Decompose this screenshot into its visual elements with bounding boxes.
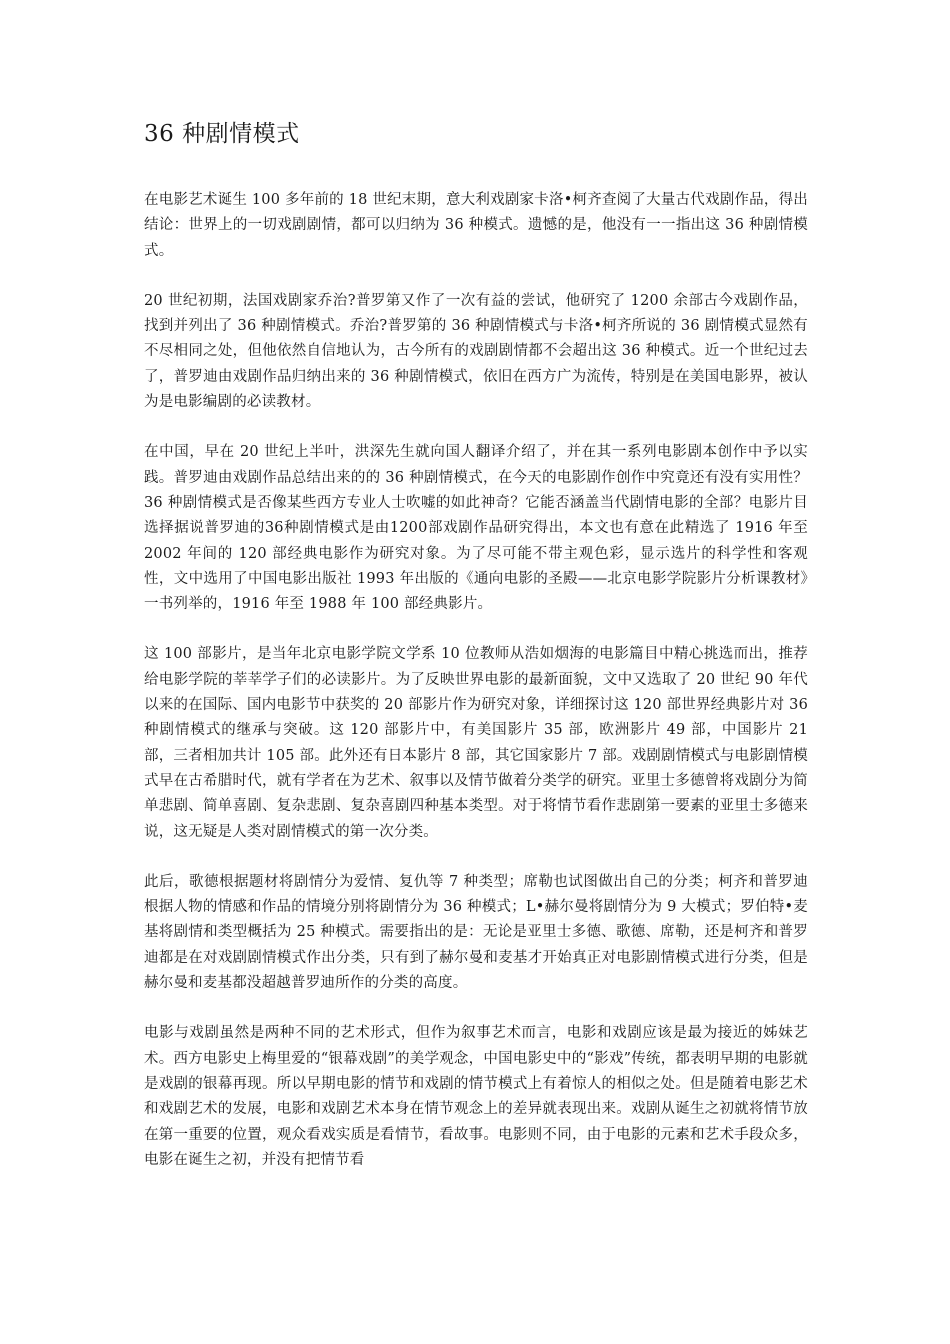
body-paragraph-4: 这 100 部影片，是当年北京电影学院文学系 10 位教师从浩如烟海的电影篇目中精心挑选而出，推荐给电影学院的莘莘学子们的必读影片。为了反映世界电影的最新面貌，文中又选取了 20 世纪 90 年代以来的在国际、国内电影节中获奖的 20 部影片作为研究对象，详细探讨这 120 部世界经典影片对 36 种剧情模式的继承与突破。这 120 部影片中，有美国影片 35 部，欧洲影片 49 部，中国影片 21 部，三者相加共计 105 部。此外还有日本影片 8 部，其它国家影片 7 部。戏剧剧情模式与电影剧情模式早在古希腊时代，就有学者在为艺术、叙事以及情节做着分类学的研究。亚里士多德曾将戏剧分为简单悲剧、简单喜剧、复杂悲剧、复杂喜剧四种基本类型。对于将情节看作悲剧第一要素的亚里士多德来说，这无疑是人类对剧情模式的第一次分类。 — [144, 646, 808, 840]
document-title: 36 种剧情模式 — [144, 121, 300, 147]
document-body — [144, 188, 808, 1198]
body-paragraph-1: 在电影艺术诞生 100 多年前的 18 世纪末期，意大利戏剧家卡洛•柯齐查阅了大量古代戏剧作品，得出结论：世界上的一切戏剧剧情，都可以归纳为 36 种模式。遗憾的是，他没有一一指出这 36 种剧情模式。 — [144, 192, 808, 259]
body-paragraph-5: 此后，歌德根据题材将剧情分为爱情、复仇等 7 种类型；席勒也试图做出自己的分类；柯齐和普罗迪根据人物的情感和作品的情境分别将剧情分为 36 种模式；L•赫尔曼将剧情分为 9 大模式；罗伯特•麦基将剧情和类型概括为 25 种模式。需要指出的是：无论是亚里士多德、歌德、席勒，还是柯齐和普罗迪都是在对戏剧剧情模式作出分类，只有到了赫尔曼和麦基才开始真正对电影剧情模式进行分类，但是赫尔曼和麦基都没超越普罗迪所作的分类的高度。 — [144, 873, 808, 992]
body-paragraph-6: 电影与戏剧虽然是两种不同的艺术形式，但作为叙事艺术而言，电影和戏剧应该是最为接近的姊妹艺术。西方电影史上梅里爱的“银幕戏剧”的美学观念，中国电影史中的“影戏”传统，都表明早期的电影就是戏剧的银幕再现。所以早期电影的情节和戏剧的情节模式上有着惊人的相似之处。但是随着电影艺术和戏剧艺术的发展，电影和戏剧艺术本身在情节观念上的差异就表现出来。戏剧从诞生之初就将情节放在第一重要的位置，观众看戏实质是看情节，看故事。电影则不同，由于电影的元素和艺术手段众多，电影在诞生之初，并没有把情节看 — [144, 1025, 808, 1168]
body-paragraph-2: 20 世纪初期，法国戏剧家乔治?普罗第又作了一次有益的尝试，他研究了 1200 余部古今戏剧作品，找到并列出了 36 种剧情模式。乔治?普罗第的 36 种剧情模式与卡洛•柯齐所说的 36 剧情模式显然有不尽相同之处，但他依然自信地认为，古今所有的戏剧剧情都不会超出这 36 种模式。近一个世纪过去了，普罗迪由戏剧作品归纳出来的 36 种剧情模式，依旧在西方广为流传，特别是在美国电影界，被认为是电影编剧的必读教材。 — [144, 292, 808, 411]
body-paragraph-3: 在中国，早在 20 世纪上半叶，洪深先生就向国人翻译介绍了，并在其一系列电影剧本创作中予以实践。普罗迪由戏剧作品总结出来的的 36 种剧情模式，在今天的电影剧作创作中究竟还有没有实用性？36 种剧情模式是否像某些西方专业人士吹嘘的如此神奇？它能否涵盖当代剧情电影的全部？电影片目选择据说普罗迪的36种剧情模式是由1200部戏剧作品研究得出，本文也有意在此精选了 1916 年至 2002 年间的 120 部经典电影作为研究对象。为了尽可能不带主观色彩，显示选片的科学性和客观性，文中选用了中国电影出版社 1993 年出版的《通向电影的圣殿——北京电影学院影片分析课教材》一书列举的，1916 年至 1988 年 100 部经典影片。 — [144, 444, 808, 613]
